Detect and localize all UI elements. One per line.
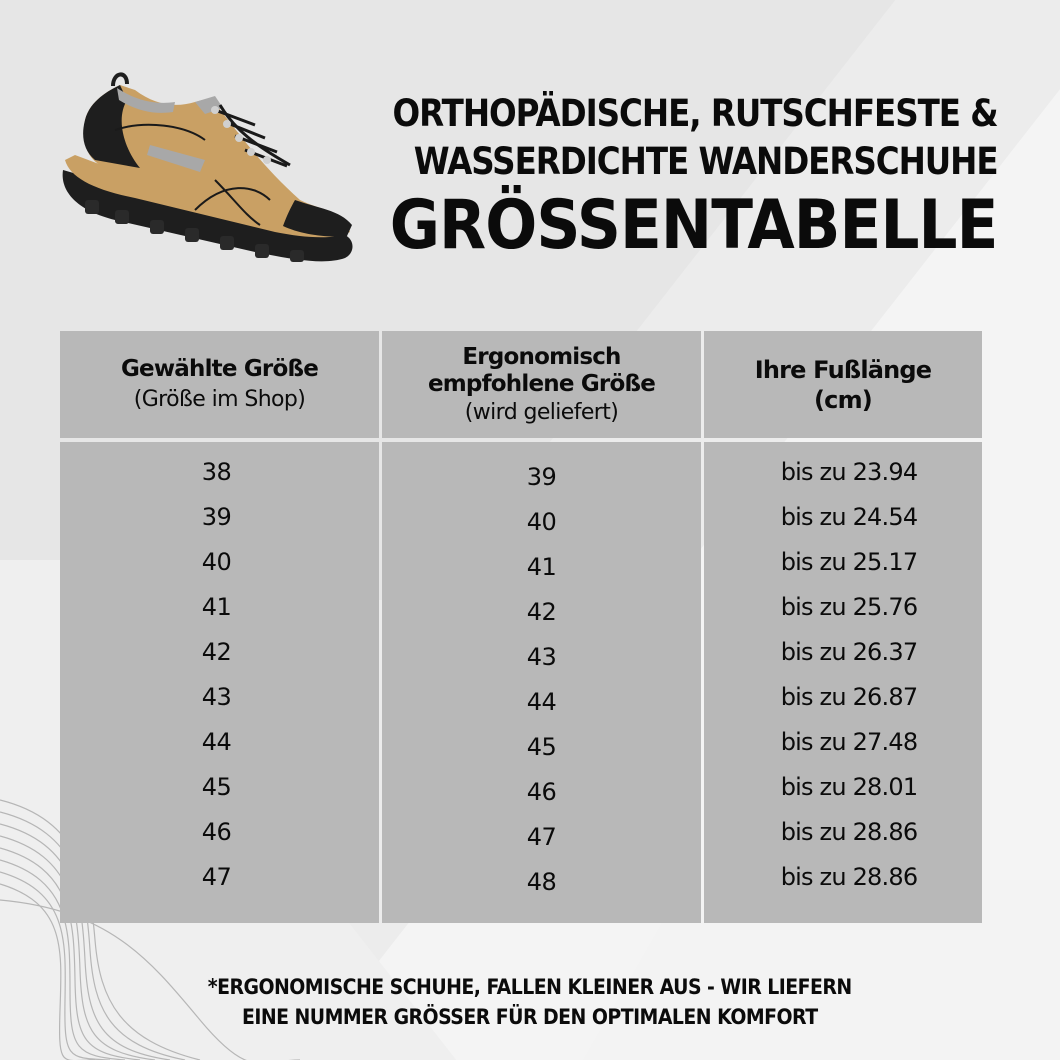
table-cell: 47 [201, 863, 232, 891]
table-cell: 44 [201, 728, 232, 756]
table-header-row [60, 331, 982, 438]
column-header-selected-size [60, 331, 379, 438]
table-cell: bis zu 28.01 [780, 773, 918, 801]
table-cell: 47 [526, 823, 557, 851]
table-cell: 38 [201, 458, 232, 486]
column-header-title: empfohlene Größe [427, 370, 656, 397]
table-cell: bis zu 28.86 [780, 863, 918, 891]
column-header-title: Gewählte Größe [120, 356, 319, 382]
table-cell: bis zu 23.94 [780, 458, 918, 486]
column-header-subtitle: (Größe im Shop) [133, 387, 306, 412]
table-cell: 43 [201, 683, 232, 711]
column-header-title: Ihre Fußlänge [754, 355, 932, 384]
table-cell: 39 [526, 463, 557, 491]
table-cell: bis zu 26.87 [780, 683, 918, 711]
table-cell: bis zu 25.17 [780, 548, 918, 576]
column-header-title: Ergonomisch [462, 343, 621, 370]
table-cell: 46 [526, 778, 557, 806]
column-selected-size [60, 442, 379, 923]
table-cell: 41 [201, 593, 232, 621]
size-chart-table [60, 331, 982, 923]
table-cell: 39 [201, 503, 232, 531]
table-cell: 48 [526, 868, 557, 896]
column-header-unit: (cm) [814, 385, 872, 414]
title-line-3: GRÖSSENTABELLE [390, 186, 998, 265]
title-line-1: ORTHOPÄDISCHE, RUTSCHFESTE & [392, 92, 998, 135]
table-cell: bis zu 25.76 [780, 593, 918, 621]
table-cell: 43 [526, 643, 557, 671]
table-cell: bis zu 24.54 [780, 503, 918, 531]
table-cell: 46 [201, 818, 232, 846]
column-header-foot-length [704, 331, 982, 438]
column-header-subtitle: (wird geliefert) [464, 399, 619, 425]
table-cell: 40 [526, 508, 557, 536]
table-cell: bis zu 26.37 [780, 638, 918, 666]
table-body [60, 442, 982, 923]
table-cell: 41 [526, 553, 557, 581]
page-title [310, 90, 998, 266]
table-cell: 40 [201, 548, 232, 576]
table-cell: 45 [201, 773, 232, 801]
table-cell: 42 [201, 638, 232, 666]
table-cell: bis zu 28.86 [780, 818, 918, 846]
table-cell: 44 [526, 688, 557, 716]
footnote [0, 972, 1060, 1032]
table-cell: 42 [526, 598, 557, 626]
table-cell: bis zu 27.48 [780, 728, 918, 756]
column-recommended-size [382, 442, 701, 923]
column-foot-length [704, 442, 982, 923]
title-line-2: WASSERDICHTE WANDERSCHUHE [414, 140, 998, 183]
footnote-line-1: *ERGONOMISCHE SCHUHE, FALLEN KLEINER AUS - WIR LIEFERN [208, 975, 852, 999]
column-header-recommended-size [382, 331, 701, 438]
footnote-line-2: EINE NUMMER GRÖSSER FÜR DEN OPTIMALEN KOMFORT [242, 1005, 818, 1029]
table-cell: 45 [526, 733, 557, 761]
